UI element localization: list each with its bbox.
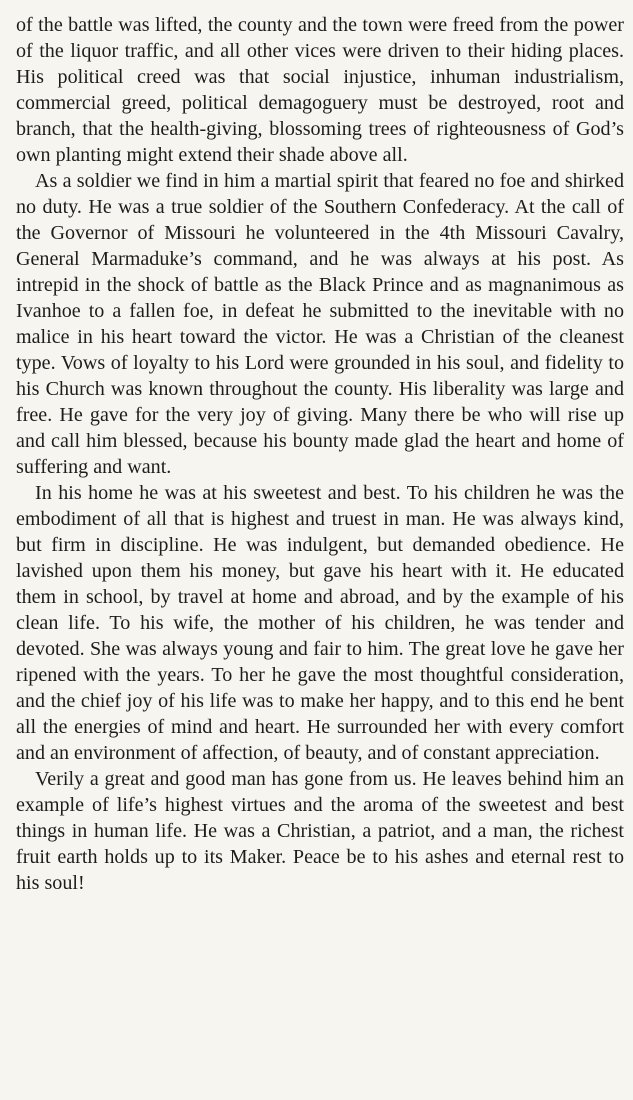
document-page [16, 12, 624, 896]
paragraph-soldier: As a soldier we find in him a martial spirit that feared no foe and shirked no duty. He was a true soldier of the Southern Confederacy. At the call of the Governor of Missouri he volunteered in the 4th Missouri Cavalry, General Marmaduke’s command, and he was always at his post. As intrepid in the shock of battle as the Black Prince and as magnanimous as Ivanhoe to a fallen foe, in defeat he submitted to the inevitable with no malice in his heart toward the victor. He was a Christian of the cleanest type. Vows of loyalty to his Lord were grounded in his soul, and fidelity to his Church was known throughout the county. His liberality was large and free. He gave for the very joy of giving. Many there be who will rise up and call him blessed, because his bounty made glad the heart and home of suffering and want. [16, 170, 624, 478]
paragraph-home: In his home he was at his sweetest and best. To his children he was the embodiment of all that is highest and truest in man. He was always kind, but firm in discipline. He was indulgent, but demanded obedience. He lavished upon them his money, but gave his heart with it. He educated them in school, by travel at home and abroad, and by the example of his clean life. To his wife, the mother of his children, he was tender and devoted. She was always young and fair to him. The great love he gave her ripened with the years. To her he gave the most thoughtful consideration, and the chief joy of his life was to make her happy, and to this end he bent all the energies of mind and heart. He surrounded her with every comfort and an environment of affection, of beauty, and of constant appreciation. [16, 482, 624, 764]
paragraph-closing: Verily a great and good man has gone from us. He leaves behind him an example of life’s highest virtues and the aroma of the sweetest and best things in human life. He was a Christian, a patriot, and a man, the richest fruit earth holds up to its Maker. Peace be to his ashes and eternal rest to his soul! [16, 768, 624, 894]
paragraph-continued: of the battle was lifted, the county and the town were freed from the power of the liquor traffic, and all other vices were driven to their hiding places. His political creed was that social injustice, inhuman industrialism, commercial greed, political demagoguery must be destroyed, root and branch, that the health-giving, blossoming trees of righteousness of God’s own planting might extend their shade above all. [16, 14, 624, 166]
